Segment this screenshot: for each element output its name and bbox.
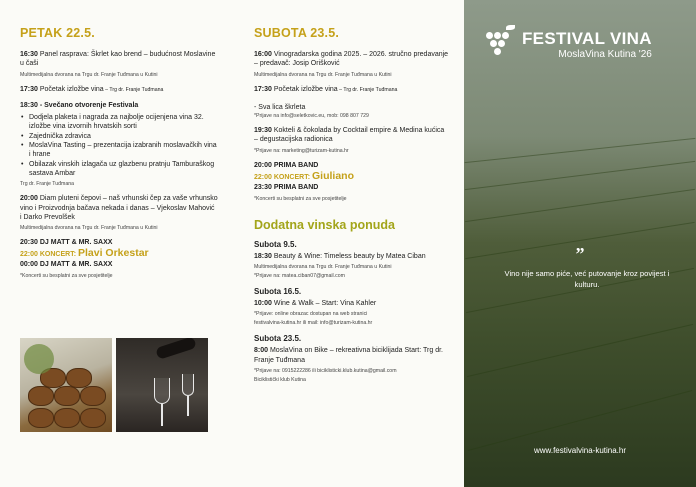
event-note: *Prijave na info@seletkovic.eu, mob: 098 807 729 [254,113,369,120]
logo-subtitle: MoslaVina Kutina '26 [558,48,652,60]
list-item: • Zajednička zdravica [20,132,218,141]
list-item: • MoslaVina Tasting – prezentacija izabranih moslavačkih vina i hrane [20,141,218,160]
band-2030: 20:30 DJ MATT & MR. SAXX [20,239,113,247]
opening-program-list [20,113,218,178]
list-item: • Dodjela plaketa i nagrada za najbolje ocijenjena vina 32. izložbe vina izvornih hrvatskih sorti [20,113,218,132]
friday-heading: PETAK 22.5. [20,26,95,40]
event-note: *Prijave na: marketing@turizam-kutina.hr [254,147,349,154]
event-note: *Prijave na: 0915222286 ili biciklisticki.klub.kutina@gmail.com [254,367,397,374]
website-link[interactable]: www.festivalvina-kutina.hr [533,446,627,455]
event-note: *Prijave: online obrazac dostupan na web stranici [254,311,368,318]
event-1630: 16:30 Panel rasprava: Škrlet kao brend – budućnost Moslavine u čaši [20,51,216,68]
band-2330: 23:30 PRIMA BAND [254,183,319,191]
list-item: • Obilazak vinskih izlagača uz glazbenu pratnju Tamburaškog sastava Ambar [20,160,218,179]
wine-glass-photo [116,338,208,432]
friday-column [0,0,232,487]
event-1600: 16:00 Vinogradarska godina 2025. – 2026. stručno predavanje – predavač: Josip Orišković [254,51,449,68]
event-sva-lica: - Sva lica škrleta [254,103,306,111]
saturday-heading: SUBOTA 23.5. [254,26,340,40]
band-0000: 00:00 DJ MATT & MR. SAXX [20,261,113,269]
event-1830: 18:30 - Svečano otvorenje Festivala [20,101,139,109]
grapes-icon [484,28,514,62]
festival-logo [484,28,652,62]
event-1730: 17:30 Početak izložbe vina – Trg dr. Franje Tuđmana [20,85,164,93]
concert-note: *Koncerti su besplatni za sve posjetitelje [254,195,347,202]
event-note: festivalvina-kutina.hr ili mail: info@turizam-kutina.hr [254,320,373,327]
saturday-23-heading: Subota 23.5. [254,334,302,344]
additional-offer-heading: Dodatna vinska ponuda [254,217,395,232]
concert-note: *Koncerti su besplatni za sve posjetitelje [20,273,113,280]
event-location: Multimedijalna dvorana na Trgu dr. Franje Tuđmana u Kutini [20,225,158,232]
logo-title: FESTIVAL VINA [522,28,652,48]
band-2200: 22:00 KONCERT: Plavi Orkestar [20,247,149,260]
event-note: Biciklistički klub Kutina [254,376,306,383]
band-2200: 22:00 KONCERT: Giuliano [254,169,354,182]
event-1830: 18:30 Beauty & Wine: Timeless beauty by Matea Ciban [254,252,426,260]
event-note: *Prijave na: matea.ciban07@gmail.com [254,273,345,280]
vineyard-panel [464,0,696,487]
event-location: Multimedijalna dvorana na Trgu dr. Franje Tuđmana u Kutini [254,71,392,78]
event-location: Multimedijalna dvorana na Trgu dr. Franje Tuđmana u Kutini [20,71,158,78]
saturday-16-heading: Subota 16.5. [254,287,302,297]
event-1730: 17:30 Početak izložbe vina – Trg dr. Franje Tuđmana [254,85,398,93]
event-location: Multimedijalna dvorana na Trgu dr. Franje Tuđmana u Kutini [254,264,392,271]
quote-mark: ” [575,244,585,264]
band-2000: 20:00 PRIMA BAND [254,161,319,169]
photo-strip [20,338,208,432]
event-2000: 20:00 Diam pluteni čepovi – naš vrhunski čep za vaše vrhunsko vino i Proizvodnja bačava nekada i danas – Vjekoslav Mahović i Darko Prevolšek [20,195,218,221]
wine-barrels-photo [20,338,112,432]
event-0800: 8:00 MoslaVina on Bike – rekreativna biciklijada Start: Trg dr. Franje Tuđmana [254,347,443,364]
event-1930: 19:30 Kokteli & čokolada by Cocktail empire & Medina kućica – degustacijska radionica [254,127,445,144]
event-1000: 10:00 Wine & Walk – Start: Vina Kahler [254,300,377,308]
saturday-9-heading: Subota 9.5. [254,239,297,249]
opening-location: Trg dr. Franje Tuđmana [20,181,75,188]
saturday-column [232,0,464,487]
quote-text: Vino nije samo piće, već putovanje kroz povijest i kulturu. [504,269,670,289]
